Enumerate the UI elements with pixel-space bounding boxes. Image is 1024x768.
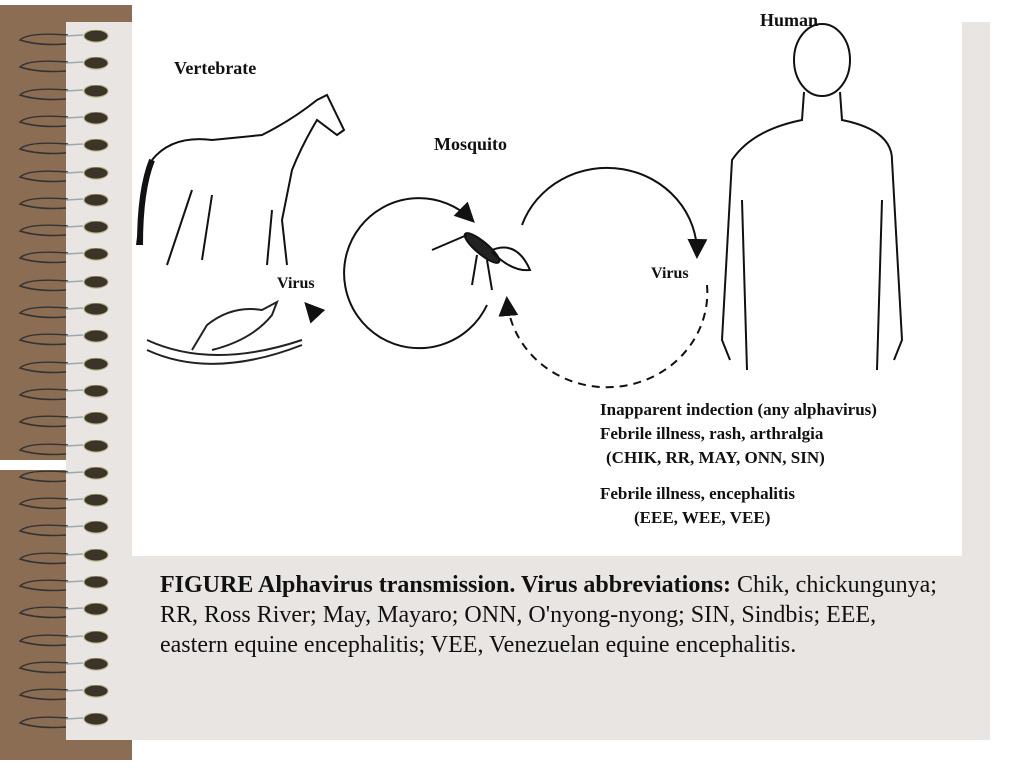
mosquito-label: Mosquito bbox=[434, 134, 508, 154]
binder-ring-icon bbox=[18, 330, 113, 346]
binder-ring-icon bbox=[18, 139, 113, 155]
virus-label-left: Virus bbox=[277, 275, 315, 292]
binder-ring-icon bbox=[18, 276, 113, 292]
outcome-line: Febrile illness, encephalitis bbox=[600, 484, 796, 503]
binder-ring-icon bbox=[18, 576, 113, 592]
binder-ring-icon bbox=[18, 440, 113, 456]
binder-ring-icon bbox=[18, 467, 113, 483]
binder-ring-icon bbox=[18, 30, 113, 46]
outcome-line: Inapparent indection (any alphavirus) bbox=[600, 400, 877, 419]
binder-ring-icon bbox=[18, 685, 113, 701]
binder-ring-icon bbox=[18, 521, 113, 537]
binder-ring-icon bbox=[18, 303, 113, 319]
figure-caption bbox=[160, 570, 940, 660]
outcome-line: (EEE, WEE, VEE) bbox=[634, 508, 771, 527]
outcome-line: Febrile illness, rash, arthralgia bbox=[600, 424, 824, 443]
binder-ring-icon bbox=[18, 194, 113, 210]
binder-ring-icon bbox=[18, 248, 113, 264]
binder-ring-icon bbox=[18, 631, 113, 647]
human-icon bbox=[722, 24, 902, 370]
binder-ring-icon bbox=[18, 221, 113, 237]
human-return-dashed-arrow bbox=[507, 285, 707, 387]
outcome-line: (CHIK, RR, MAY, ONN, SIN) bbox=[606, 448, 825, 467]
virus-label-right: Virus bbox=[651, 265, 689, 282]
caption-body: Chik, chickungunya; RR, Ross River; May, Mayaro; ONN, O'nyong-nyong; SIN, Sindbis; EEE, eastern equine encephalitis; VEE, Venezuelan equine encephalitis. bbox=[160, 572, 937, 658]
human-cycle-arrow bbox=[522, 168, 697, 255]
binder-ring-icon bbox=[18, 57, 113, 73]
binder-ring-icon bbox=[18, 167, 113, 183]
binder-ring-icon bbox=[18, 85, 113, 101]
binder-ring-icon bbox=[18, 549, 113, 565]
vertebrate-label: Vertebrate bbox=[174, 58, 257, 78]
binder-ring-icon bbox=[18, 412, 113, 428]
binder-ring-icon bbox=[18, 494, 113, 510]
horse-icon bbox=[137, 95, 344, 265]
human-label: Human bbox=[760, 10, 819, 30]
bird-nest-icon bbox=[147, 302, 302, 364]
outcomes-list bbox=[600, 398, 877, 530]
binder-ring-icon bbox=[18, 358, 113, 374]
vertebrate-cycle-arrow bbox=[344, 198, 487, 348]
binder-ring-icon bbox=[18, 658, 113, 674]
binder-ring-icon bbox=[18, 112, 113, 128]
binder-ring-icon bbox=[18, 713, 113, 729]
caption-title: FIGURE Alphavirus transmission. Virus abbreviations: bbox=[160, 572, 731, 598]
binder-ring-icon bbox=[18, 385, 113, 401]
binder-ring-icon bbox=[18, 603, 113, 619]
mosquito-icon bbox=[432, 229, 530, 290]
